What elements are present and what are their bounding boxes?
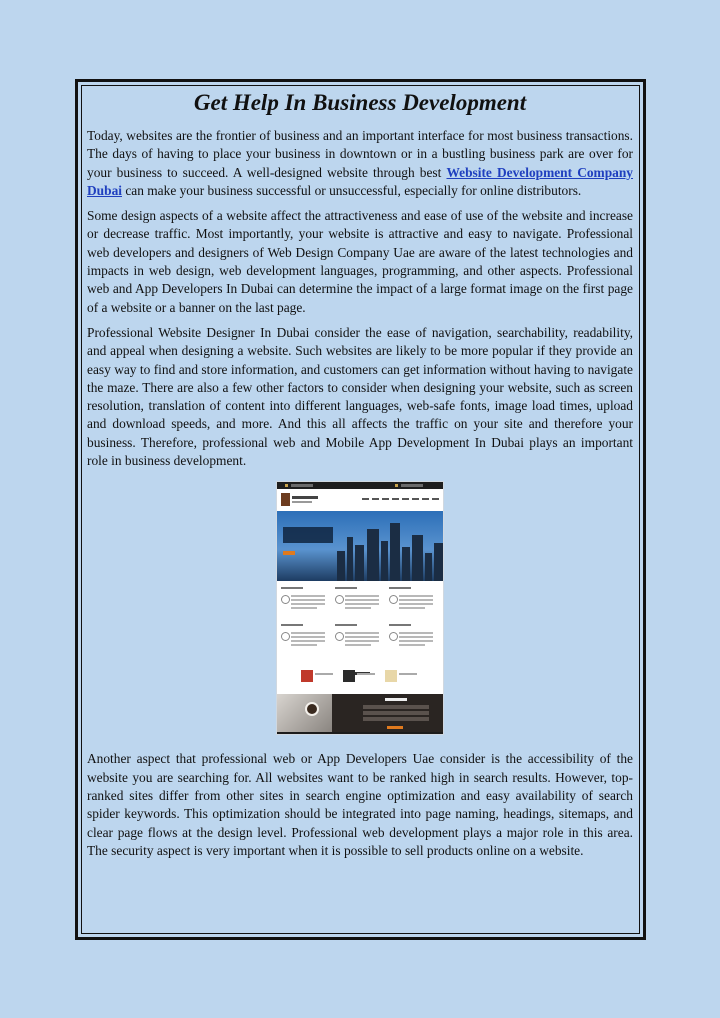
paragraph-2: Some design aspects of a website affect the attractiveness and ease of use of the website and increase or decrease traffic. Most importantly, your website is attractive and easy to navigate. Professional web developers and designers of Web Design Company Uae are aware of the latest technologies and impacts in web design, web development languages, programming, and other aspects. Professional web and App Developers In Dubai can determine the impact of a large format image on the first page of a website or a banner on the last page. — [87, 208, 633, 315]
screenshot-news — [277, 666, 443, 694]
screenshot-hero-text — [283, 527, 333, 543]
document-content — [87, 88, 633, 867]
paragraph-1-text-start: Today, websites are the frontier of business and an important interface for most business transactions. The days of having to place your business in downtown or in a bustling business park are over for your business to succeed. A well-designed website through best — [87, 128, 633, 180]
screenshot-topbar — [277, 482, 443, 489]
document-title: Get Help In Business Development — [193, 90, 527, 115]
paragraph-1 — [87, 127, 633, 200]
website-screenshot-image — [277, 482, 443, 734]
website-development-company-dubai-link[interactable]: Website Development Company Dubai — [87, 164, 634, 198]
paragraph-1-text-end: can make your business successful or unsuccessful, especially for online distributors. — [121, 182, 582, 198]
paragraph-3: Professional Website Designer In Dubai consider the ease of navigation, searchability, readability, and appeal when designing a website. Such websites are likely to be more popular if they provide an easy way to find and store information, and customers can get information without having to navigate the maze. There are also a few other factors to consider when designing your website, such as screen resolution, translation of content into different languages, web-safe fonts, image load times, upload and download speeds, and more. And this all affects the traffic on your site and therefore your business. Therefore, professional web and Mobile App Development In Dubai plays an important role in business development. — [87, 324, 633, 469]
screenshot-footer — [277, 732, 443, 734]
screenshot-header — [277, 489, 443, 511]
paragraph-4: Another aspect that professional web or App Developers Uae consider is the accessibility of the website you are searching for. All websites want to be ranked high in search results. However, top-ranked sites differ from other sites in search engine optimization and easy availability of search spider keywords. This optimization should be integrated into page naming, headings, sitemaps, and clear page flows at the design level. Professional web development plays a major role in this area. The security aspect is very important when it is possible to sell products online on a website. — [87, 751, 633, 858]
screenshot-logo — [281, 493, 290, 506]
screenshot-services — [277, 581, 443, 656]
screenshot-nav — [362, 498, 439, 500]
screenshot-hero-button — [283, 551, 295, 555]
screenshot-hero-banner — [277, 511, 443, 581]
screenshot-quote-section — [277, 694, 443, 732]
